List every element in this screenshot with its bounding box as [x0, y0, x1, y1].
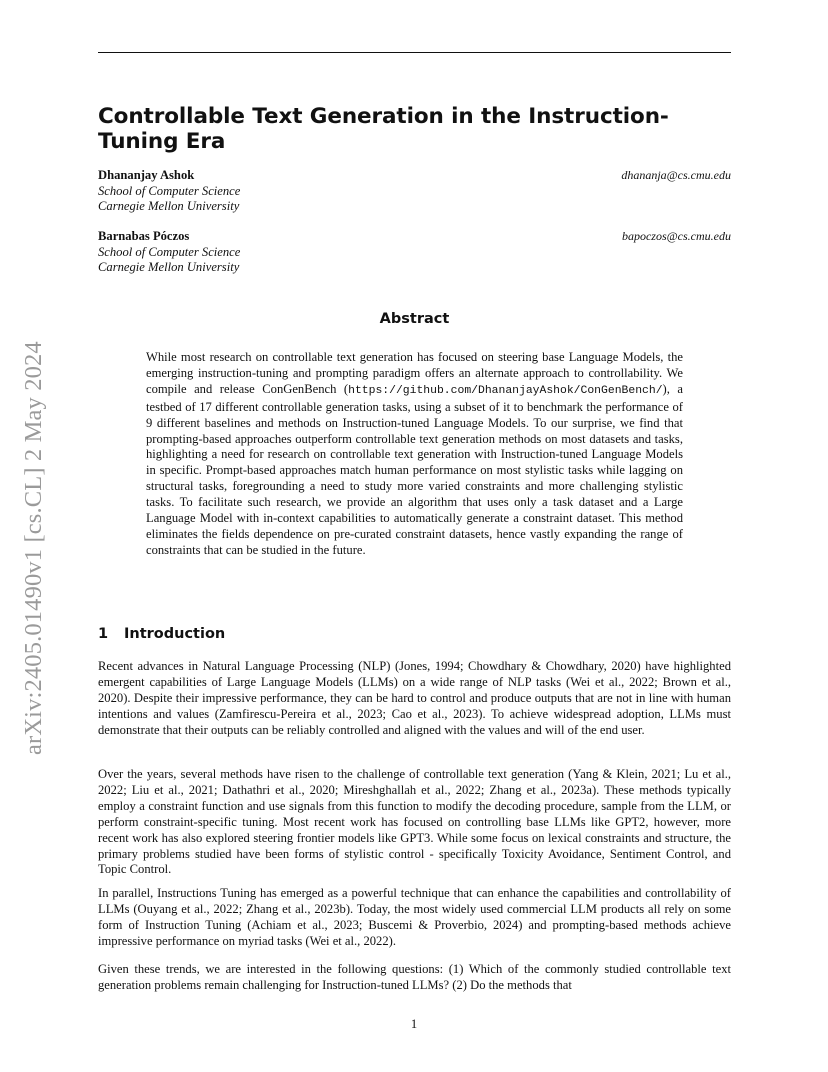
abstract-text — [146, 350, 683, 559]
author-name: Barnabas Póczos — [98, 229, 190, 243]
author-affiliation-university: Carnegie Mellon University — [98, 260, 240, 274]
author-block-1 — [98, 168, 731, 215]
page-number: 1 — [410, 1017, 418, 1031]
author-affiliation-school: School of Computer Science — [98, 183, 241, 198]
author-block-2 — [98, 229, 731, 276]
section-title: Introduction — [124, 626, 226, 642]
repository-link[interactable]: https://github.com/DhananjayAshok/ConGenBench/ — [348, 384, 663, 397]
section-number: 1 — [98, 626, 109, 642]
author-affiliation-school: School of Computer Science — [98, 244, 241, 259]
abstract-text-part-1: While most research on controllable text generation has focused on steering base Language Models, the emerging instruction-tuning and prompting paradigm offers an alternate approach to controllability. We compile and release ConGenBench ( — [146, 350, 683, 396]
intro-paragraph-4: Given these trends, we are interested in the following questions: (1) Which of the commonly studied controllable text generation problems remain challenging for Instruction-tuned LLMs? (2) Do the methods that — [98, 962, 731, 992]
author-email: bapoczos@cs.cmu.edu — [621, 229, 731, 243]
author-email: dhananja@cs.cmu.edu — [621, 168, 731, 182]
abstract-heading: Abstract — [379, 311, 450, 327]
author-affiliation-university: Carnegie Mellon University — [98, 199, 240, 213]
section-heading — [98, 626, 225, 642]
intro-paragraph-1: Recent advances in Natural Language Processing (NLP) (Jones, 1994; Chowdhary & Chowdhary, 2020) have highlighted emergent capabilities of Large Language Models (LLMs) on a wide range of NLP tasks (Wei et al., 2022; Brown et al., 2020). Despite their impressive performance, they can be hard to control and produce outputs that are not in line with human intentions and values (Zamfirescu-Pereira et al., 2023; Cao et al., 2023). To achieve widespread adoption, LLMs must demonstrate that their outputs can be reliably controlled and aligned with the values and will of the end user. — [98, 659, 731, 737]
top-rule — [98, 52, 731, 53]
paper-title: Controllable Text Generation in the Instruction-Tuning Era — [98, 104, 669, 154]
intro-paragraph-2: Over the years, several methods have risen to the challenge of controllable text generation (Yang & Klein, 2021; Lu et al., 2022; Liu et al., 2021; Dathathri et al., 2020; Mireshghallah et al., 2022; Zhang et al., 2023a). These methods typically employ a constraint function and use signals from this function to modify the decoding procedure, sample from the LLM, or perform constraint-specific tuning. Most recent work has focused on controlling base LLMs like GPT2, however, more recent work has also explored steering frontier models like GPT3. While some focus on lexical constraints and structure, the primary problems studied have been forms of stylistic control - specifically Toxicity Avoidance, Sentiment Control, and Topic Control. — [98, 767, 731, 877]
arxiv-identifier-watermark: arXiv:2405.01490v1 [cs.CL] 2 May 2024 — [20, 341, 47, 755]
intro-paragraph-3: In parallel, Instructions Tuning has emerged as a powerful technique that can enhance the capabilities and controllability of LLMs (Ouyang et al., 2022; Zhang et al., 2023b). Today, the most widely used commercial LLM products all rely on some form of Instruction Tuning (Achiam et al., 2023; Buscemi & Proverbio, 2024) and prompting-based methods achieve impressive performance on myriad tasks (Wei et al., 2022). — [98, 886, 731, 948]
author-name: Dhananjay Ashok — [98, 168, 195, 182]
abstract-text-part-2: ), a testbed of 17 different controllable generation tasks, using a subset of it to benchmark the performance of 9 different baselines and methods on Instruction-tuned Language Models. To our surprise, we find that prompting-based approaches outperform controllable text generation methods on most datasets and tasks, highlighting a need for research on controllable text generation with Instruction-tuned Language Models in specific. Prompt-based approaches match human performance on most stylistic tasks while lagging on structural tasks, foregrounding a need to study more varied constraints and more challenging stylistic tasks. To facilitate such research, we provide an algorithm that uses only a task dataset and a Large Language Model with in-context capabilities to automatically generate a constraint dataset. This method eliminates the fields dependence on pre-curated constraint datasets, hence vastly expanding the range of constraints that can be studied in the future. — [146, 381, 683, 557]
